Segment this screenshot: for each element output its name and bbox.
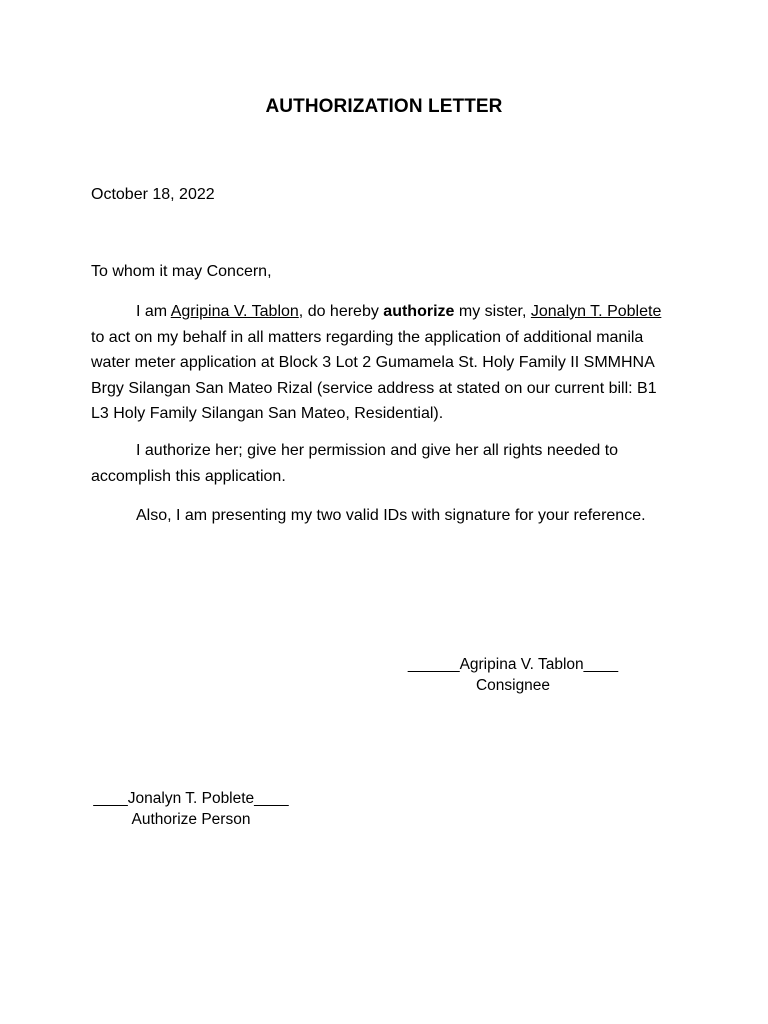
- letter-date: October 18, 2022: [91, 186, 215, 203]
- body-paragraph-2: I authorize her; give her permission and give her all rights needed to accomplish this application.: [91, 442, 619, 485]
- body-paragraph-1: [91, 299, 677, 427]
- p1-text-3: my sister,: [454, 303, 531, 320]
- authorized-signature-block: [91, 790, 291, 829]
- grantor-name: Agripina V. Tablon: [170, 303, 299, 320]
- p1-text-4: to act on my behalf in all matters regarding the application of additional manila water meter application at Block 3 Lot 2 Gumamela St. Holy Family II SMMHNA Brgy Silangan San Mateo Rizal (service address at stated on our current bill: B1 L3 Holy Family Silangan San Mateo, Residential).: [91, 328, 657, 422]
- p1-text-2: , do hereby: [298, 303, 384, 320]
- authorized-role: Authorize Person: [131, 811, 251, 828]
- consignee-signature-line: ______Agripina V. Tablon____: [407, 656, 619, 673]
- consignee-role: Consignee: [475, 677, 551, 694]
- authorized-signature-line: ____Jonalyn T. Poblete____: [93, 790, 289, 807]
- salutation: To whom it may Concern,: [91, 263, 272, 280]
- p1-text-1: I am: [136, 303, 171, 320]
- letter-title: AUTHORIZATION LETTER: [265, 96, 503, 117]
- consignee-signature-block: [404, 656, 622, 695]
- authorized-person-name: Jonalyn T. Poblete: [530, 303, 662, 320]
- authorize-bold: authorize: [383, 303, 455, 320]
- body-paragraph-3: Also, I am presenting my two valid IDs with signature for your reference.: [136, 507, 646, 524]
